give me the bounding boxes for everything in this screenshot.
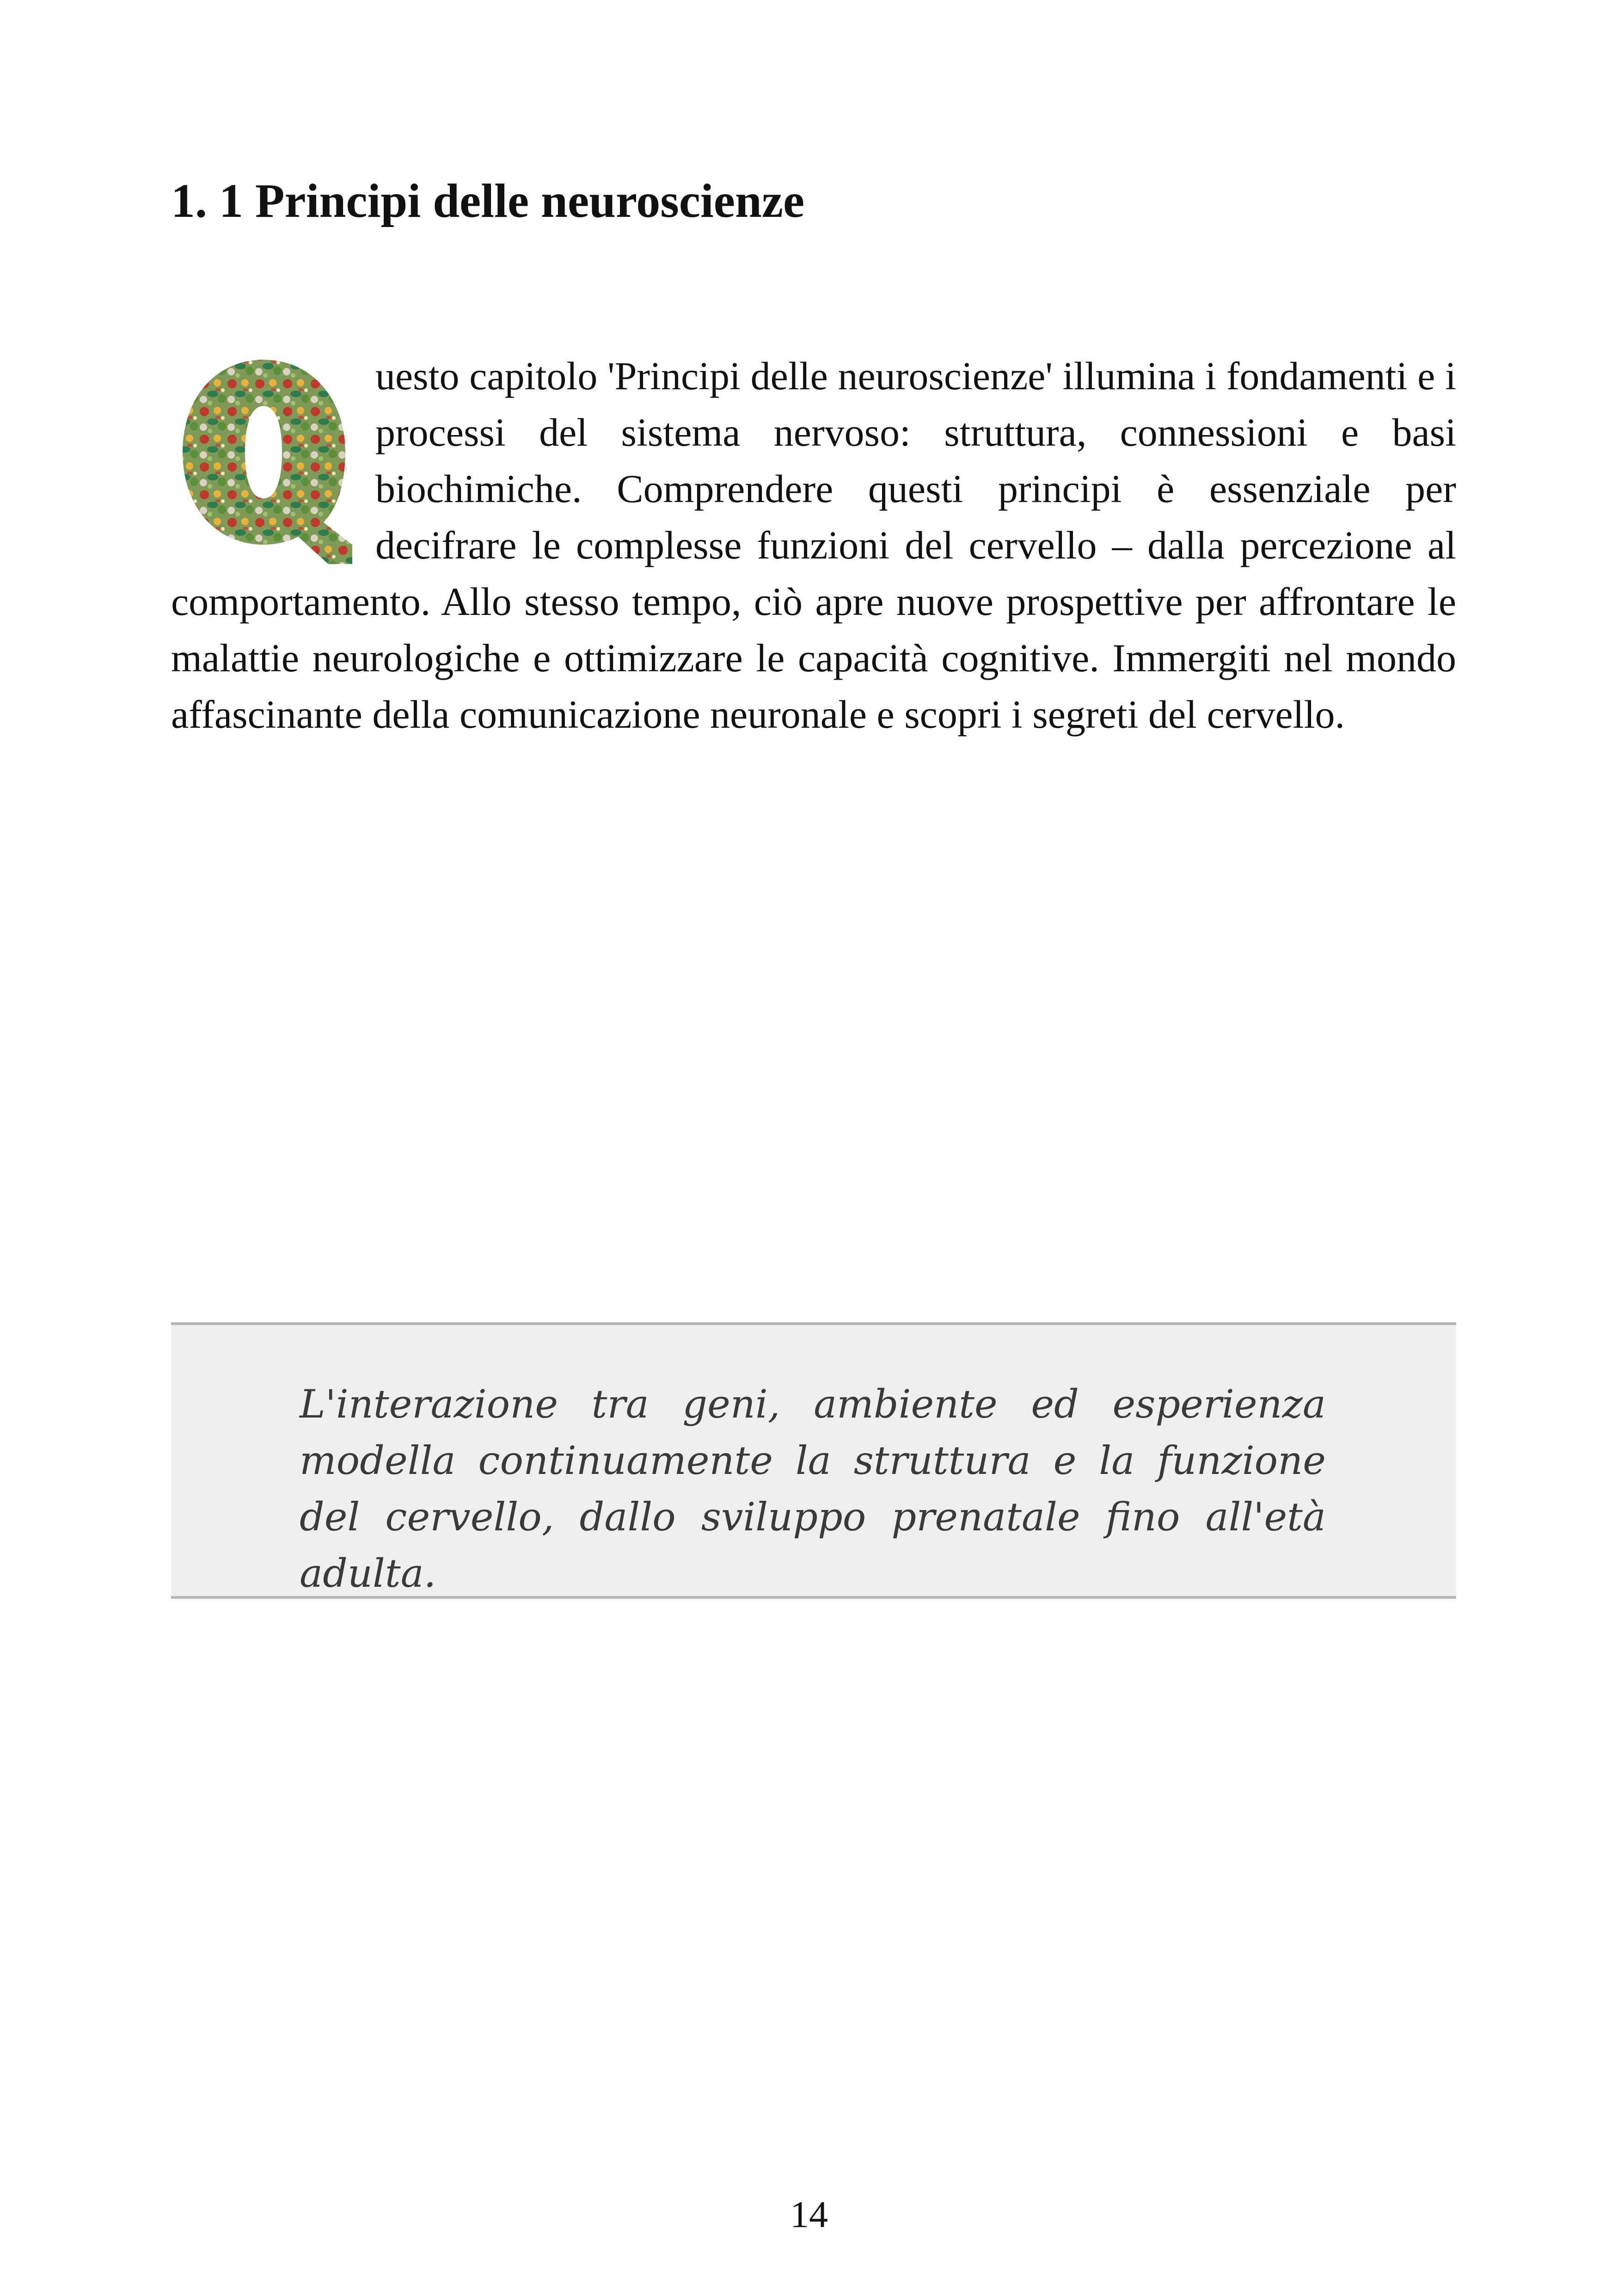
pull-quote-text: L'interazione tra geni, ambiente ed esperienza modella continuamente la struttura e la funzione del cervello, dallo sviluppo prenatale fino all'età adulta.: [300, 1381, 1326, 1596]
pull-quote-box: [171, 1322, 1456, 1599]
section-title: 1. 1 Principi delle neuroscienze: [171, 174, 805, 227]
dropcap-q-illustration: [171, 350, 365, 568]
intro-text: uesto capitolo 'Principi delle neuroscienze' illumina i fondamenti e i processi del sistema nervoso: struttura, connessioni e basi biochimiche. Comprendere questi principi è essenziale per decifrare le complesse funzioni del cervello – dalla percezione al comportamento. Allo stesso tempo, ciò apre nuove prospettive per affrontare le malattie neurologiche e ottimizzare le capacità cognitive. Immergiti nel mondo affascinante della comunicazione neuronale e scopri i segreti del cervello.: [171, 354, 1456, 737]
page-number: 14: [790, 2193, 828, 2235]
intro-paragraph: [171, 348, 1456, 743]
